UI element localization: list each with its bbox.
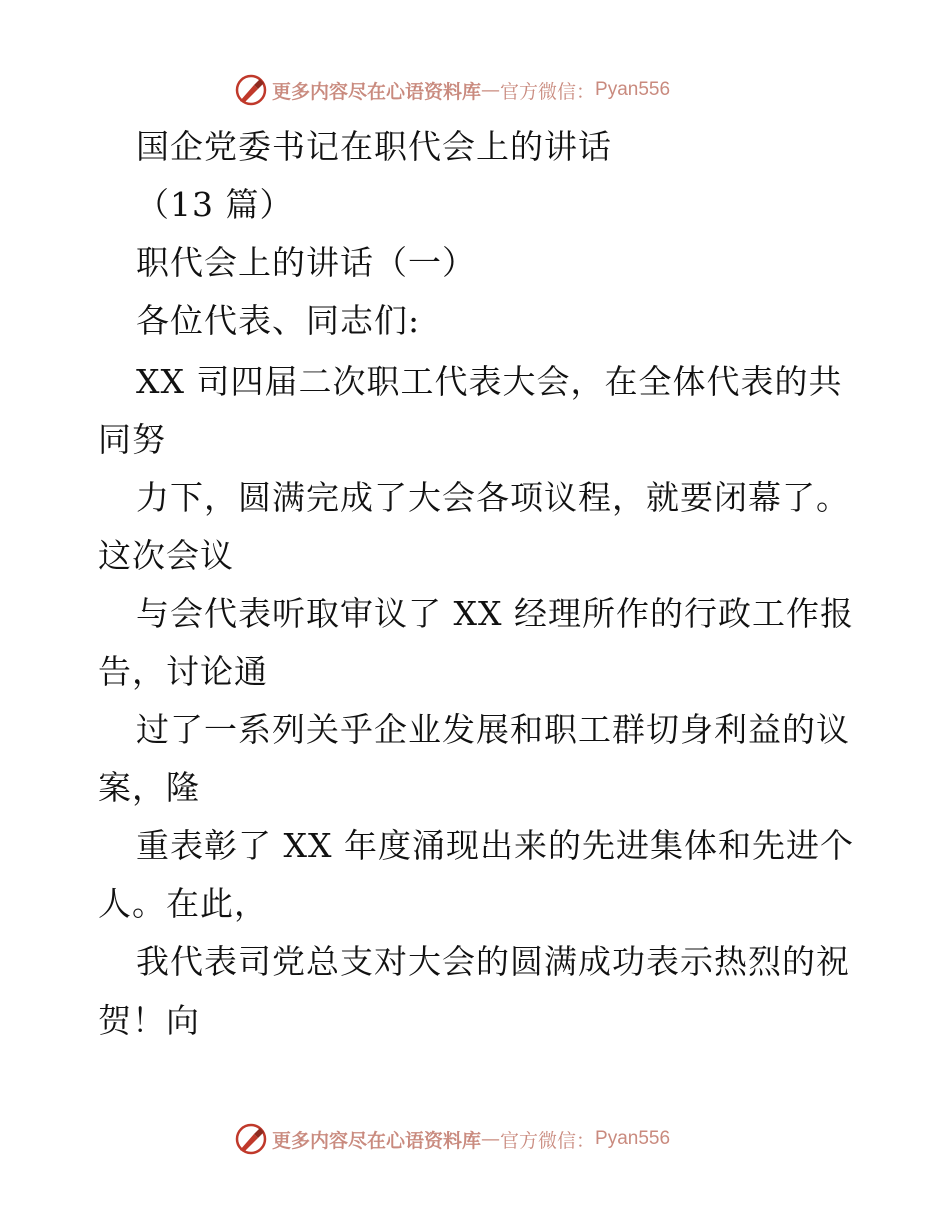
header-watermark [234, 72, 670, 108]
watermark-text: 更多内容尽在心语资料库 [272, 1129, 482, 1152]
footer-watermark [234, 1121, 670, 1157]
paragraph-line: 力下，圆满完成了大会各项议程，就要闭幕了。 [136, 478, 850, 517]
watermark-wechat-label: 官方微信： [500, 1129, 596, 1152]
paragraph-line: 重表彰了 XX 年度涌现出来的先进集体和先进个 [136, 826, 854, 865]
paragraph-line: 贺！向 [98, 1001, 200, 1040]
salutation: 各位代表、同志们: [136, 301, 421, 340]
watermark-separator: — [481, 79, 501, 101]
pen-logo-icon [234, 1122, 268, 1156]
paragraph-line: 案，隆 [98, 768, 200, 807]
paragraph-line: 与会代表听取审议了 XX 经理所作的行政工作报 [136, 594, 854, 633]
watermark-wechat-id: Pyan556 [595, 1128, 671, 1149]
paragraph-line: 同努 [98, 420, 166, 459]
paragraph-line: 过了一系列关乎企业发展和职工群切身利益的议 [136, 710, 850, 749]
watermark-separator: — [481, 1128, 501, 1150]
document-subtitle: （13 篇） [136, 185, 294, 224]
watermark-text: 更多内容尽在心语资料库 [272, 80, 482, 103]
paragraph-line: 我代表司党总支对大会的圆满成功表示热烈的祝 [136, 942, 850, 981]
paragraph-line: 人。在此， [98, 884, 268, 923]
section-heading: 职代会上的讲话（一） [136, 243, 476, 282]
paragraph-line: 这次会议 [98, 536, 234, 575]
paragraph-line: XX 司四届二次职工代表大会，在全体代表的共 [136, 362, 843, 401]
pen-logo-icon [234, 73, 268, 107]
watermark-wechat-label: 官方微信： [500, 80, 596, 103]
paragraph-line: 告，讨论通 [98, 652, 268, 691]
watermark-wechat-id: Pyan556 [595, 79, 671, 100]
document-title: 国企党委书记在职代会上的讲话 [136, 127, 612, 166]
